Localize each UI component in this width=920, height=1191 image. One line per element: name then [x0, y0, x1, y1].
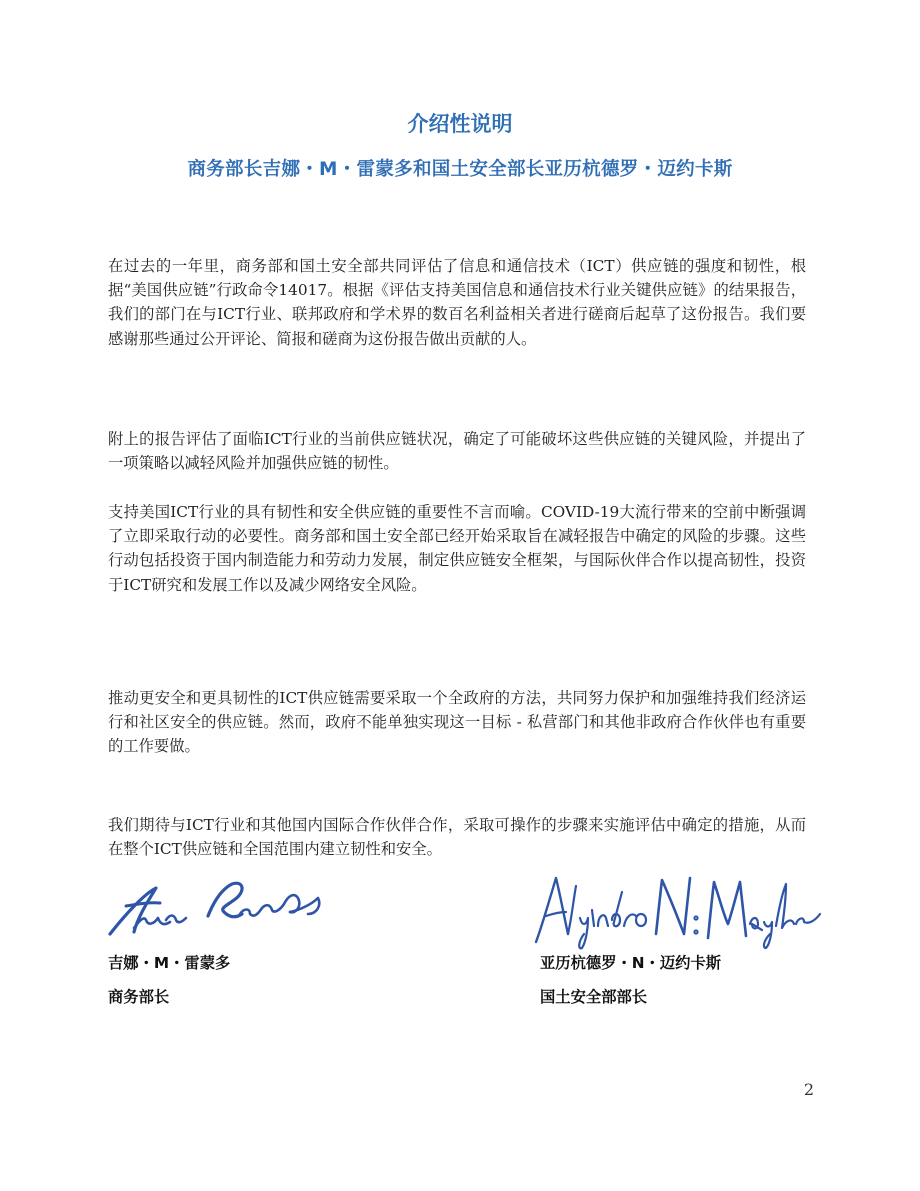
body-paragraph-4: 推动更安全和更具韧性的ICT供应链需要采取一个全政府的方法，共同努力保护和加强维持我们经济运行和社区安全的供应链。然而，政府不能单独实现这一目标 - 私营部门和其他非政府合作伙伴也有重要的工作要做。 [108, 689, 806, 756]
body-paragraph-3: 支持美国ICT行业的具有韧性和安全供应链的重要性不言而喻。COVID-19大流行带来的空前中断强调了立即采取行动的必要性。商务部和国土安全部已经开始采取旨在减轻报告中确定的风险的步骤。这些行动包括投资于国内制造能力和劳动力发展，制定供应链安全框架，与国际伙伴合作以提高韧性，投资于ICT研究和发展工作以及减少网络安全风险。 [108, 503, 806, 594]
signer-name-mayorkas: 亚历杭德罗・N・迈约卡斯 [540, 954, 722, 972]
signer-name-raimondo: 吉娜・M・雷蒙多 [108, 954, 231, 972]
page-title: 介绍性说明 [407, 112, 513, 136]
body-paragraph-5: 我们期待与ICT行业和其他国内国际合作伙伴合作，采取可操作的步骤来实施评估中确定的措施，从而在整个ICT供应链和全国范围内建立韧性和安全。 [108, 816, 806, 859]
body-paragraph-1: 在过去的一年里，商务部和国土安全部共同评估了信息和通信技术（ICT）供应链的强度和韧性，根据“美国供应链”行政命令14017。根据《评估支持美国信息和通信技术行业关键供应链》的结果报告，我们的部门在与ICT行业、联邦政府和学术界的数百名利益相关者进行磋商后起草了这份报告。我们要感谢那些通过公开评论、简报和磋商为这份报告做出贡献的人。 [108, 257, 806, 348]
signature-raimondo [104, 876, 326, 940]
body-paragraph-2: 附上的报告评估了面临ICT行业的当前供应链状况，确定了可能破坏这些供应链的关键风险，并提出了一项策略以减轻风险并加强供应链的韧性。 [108, 430, 806, 473]
signature-mayorkas [532, 868, 824, 950]
signer-title-raimondo: 商务部长 [108, 988, 170, 1006]
signer-title-mayorkas: 国土安全部部长 [540, 988, 648, 1006]
page-subtitle: 商务部长吉娜・M・雷蒙多和国土安全部长亚历杭德罗・迈约卡斯 [187, 159, 733, 180]
page-number: 2 [803, 1080, 814, 1099]
